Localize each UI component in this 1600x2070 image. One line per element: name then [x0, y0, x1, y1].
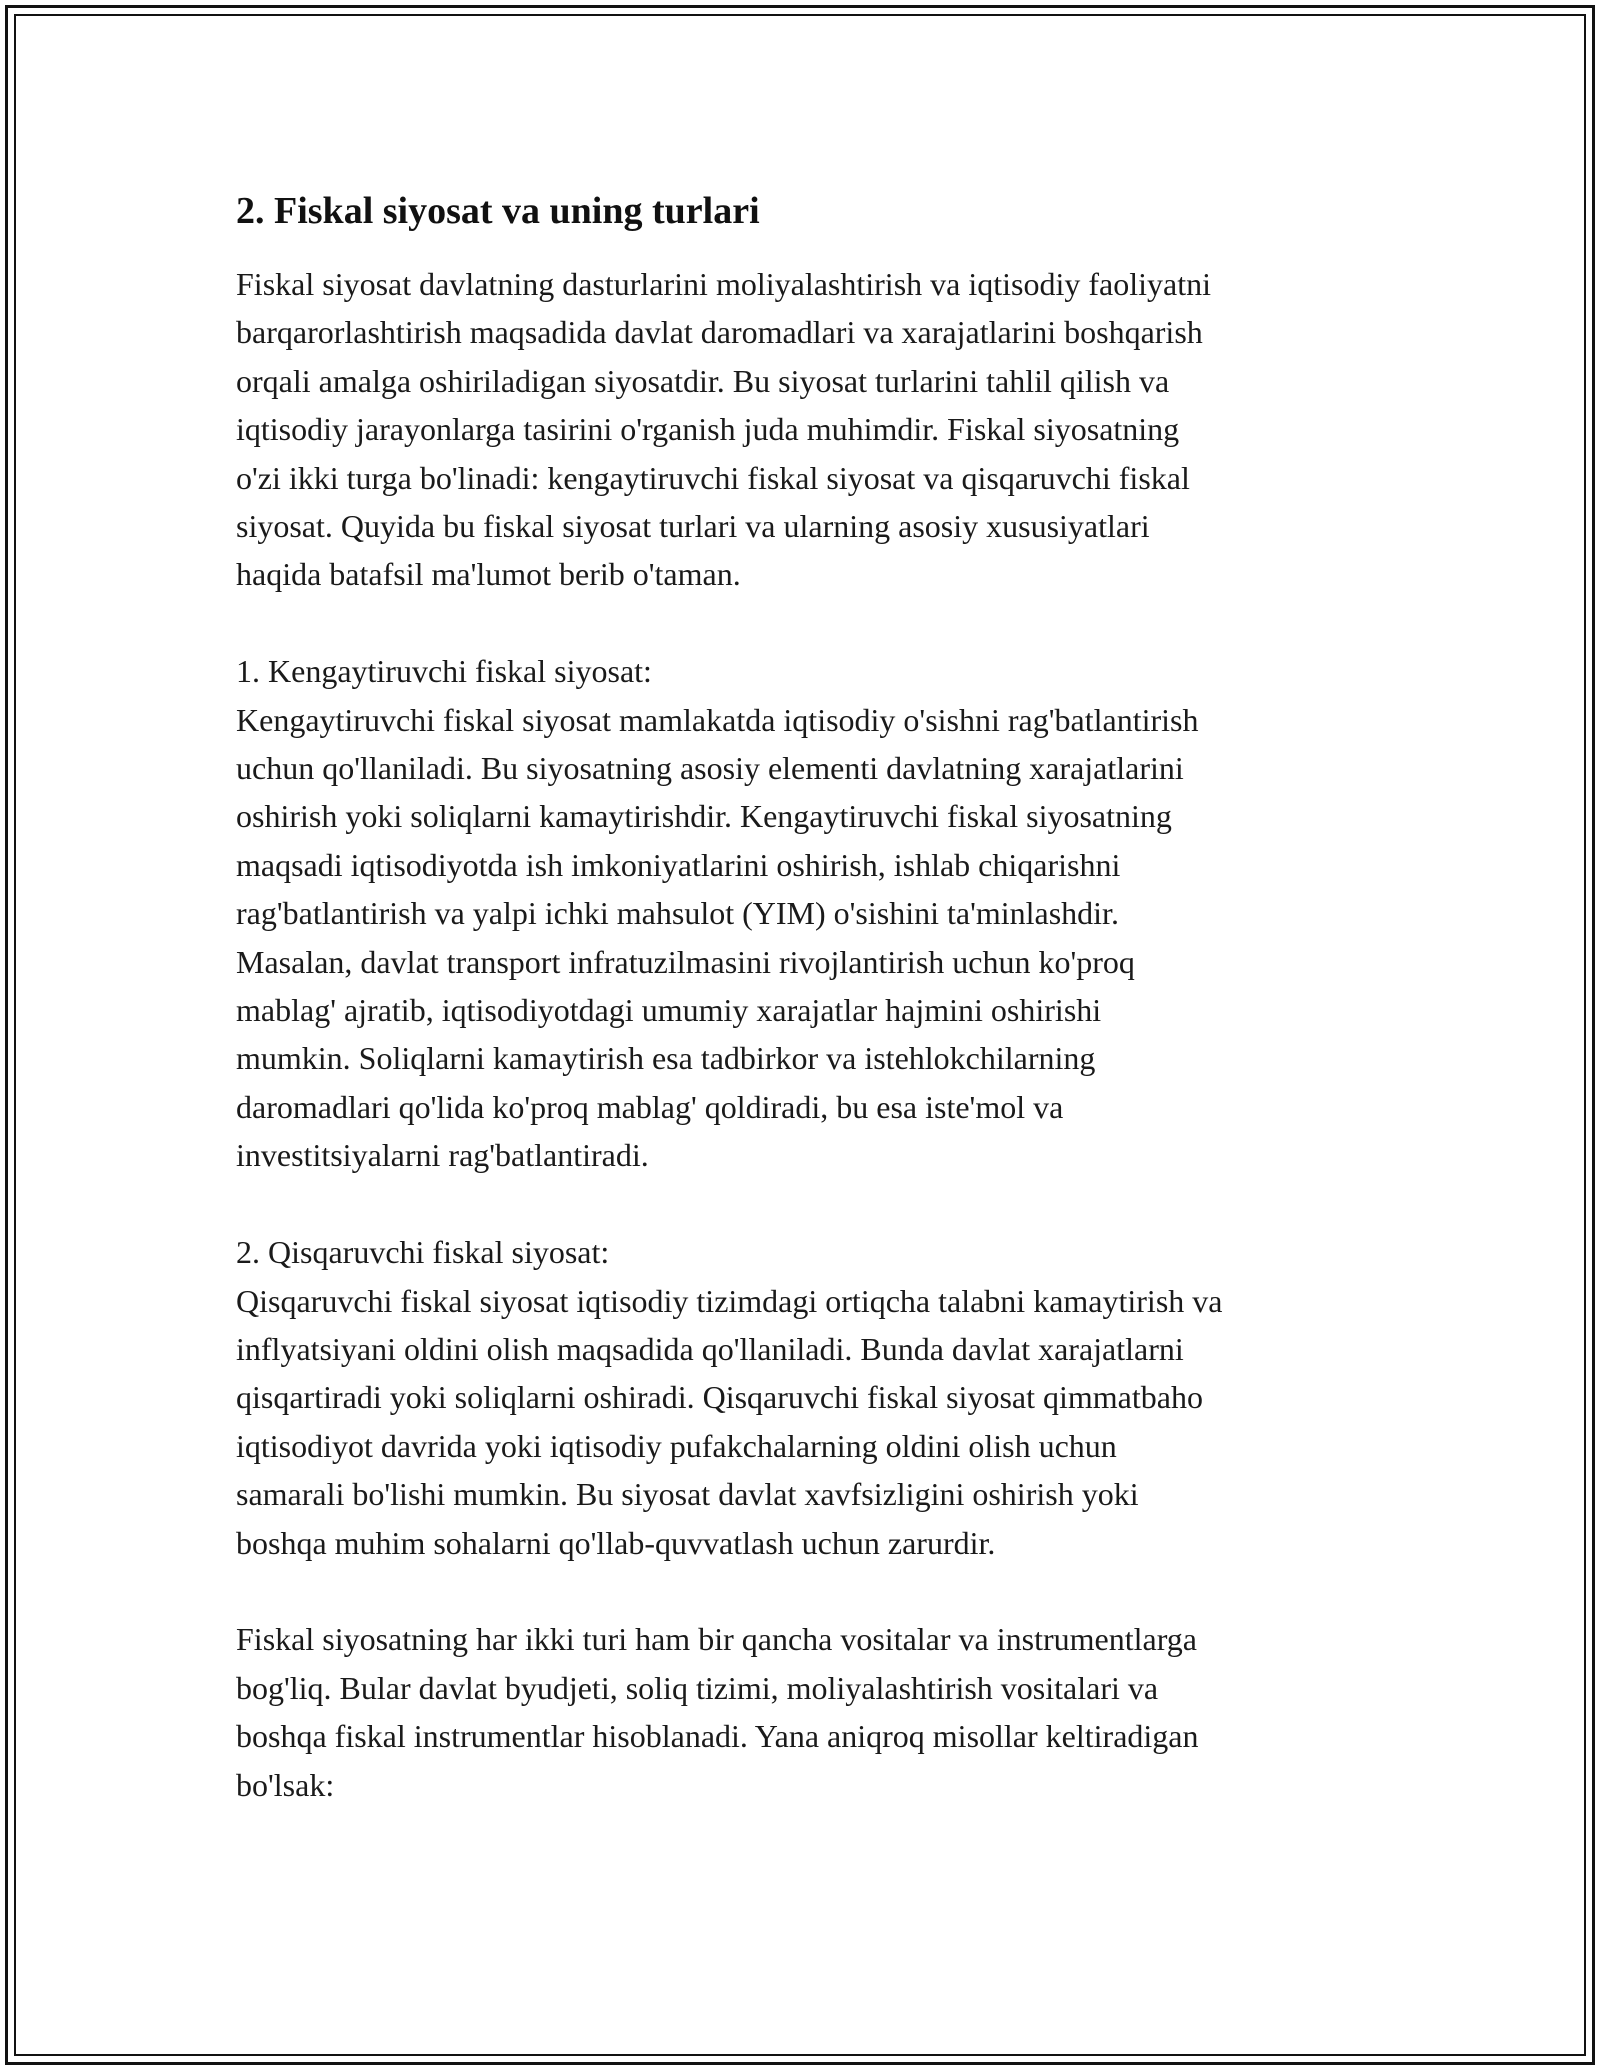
instruments-paragraph: Fiskal siyosatning har ikki turi ham bir qancha vositalar va instrumentlarga bog'liq. Bular davlat byudjeti, soliq tizimi, moliyalashtirish vositalari va boshqa fiskal instrumentlar hisoblanadi. Yana aniqroq misollar keltiradigan bo'lsak: — [236, 1621, 1199, 1803]
paragraph-gap — [236, 1180, 1386, 1228]
paragraph-gap — [236, 1567, 1386, 1615]
paragraph-gap — [236, 599, 1386, 647]
document-body — [236, 186, 1386, 1809]
section-heading: 2. Fiskal siyosat va uning turlari — [236, 190, 760, 232]
intro-paragraph: Fiskal siyosat davlatning dasturlarini moliyalashtirish va iqtisodiy faoliyatni barqarorlashtirish maqsadida davlat daromadlari va xarajatlarini boshqarish orqali amalga oshiriladigan siyosatdir. Bu siyosat turlarini tahlil qilish va iqtisodiy jarayonlarga tasirini o'rganish juda muhimdir. Fiskal siyosatning o'zi ikki turga bo'linadi: kengaytiruvchi fiskal siyosat va qisqaruvchi fiskal siyosat. Quyida bu fiskal siyosat turlari va ularning asosiy xususiyatlari haqida batafsil ma'lumot berib o'taman. — [236, 266, 1211, 593]
contractionary-policy-paragraph: 2. Qisqaruvchi fiskal siyosat: Qisqaruvchi fiskal siyosat iqtisodiy tizimdagi ortiqcha talabni kamaytirish va inflyatsiyani oldini olish maqsadida qo'llaniladi. Bunda davlat xarajatlarni qisqartiradi yoki soliqlarni oshiradi. Qisqaruvchi fiskal siyosat qimmatbaho iqtisodiyot davrida yoki iqtisodiy pufakchalarning oldini olish uchun samarali bo'lishi mumkin. Bu siyosat davlat xavfsizligini oshirish yoki boshqa muhim sohalarni qo'llab-quvvatlash uchun zarurdir. — [236, 1234, 1223, 1561]
expansionary-policy-paragraph: 1. Kengaytiruvchi fiskal siyosat: Kengaytiruvchi fiskal siyosat mamlakatda iqtisodiy o'sishni rag'batlantirish uchun qo'llaniladi. Bu siyosatning asosiy elementi davlatning xarajatlarini oshirish yoki soliqlarni kamaytirishdir. Kengaytiruvchi fiskal siyosatning maqsadi iqtisodiyotda ish imkoniyatlarini oshirish, ishlab chiqarishni rag'batlantirish va yalpi ichki mahsulot (YIM) o'sishini ta'minlashdir. Masalan, davlat transport infratuzilmasini rivojlantirish uchun ko'proq mablag' ajratib, iqtisodiyotdagi umumiy xarajatlar hajmini oshirishi mumkin. Soliqlarni kamaytirish esa tadbirkor va istehlokchilarning daromadlari qo'lida ko'proq mablag' qoldiradi, bu esa iste'mol va investitsiyalarni rag'batlantiradi. — [236, 653, 1199, 1174]
